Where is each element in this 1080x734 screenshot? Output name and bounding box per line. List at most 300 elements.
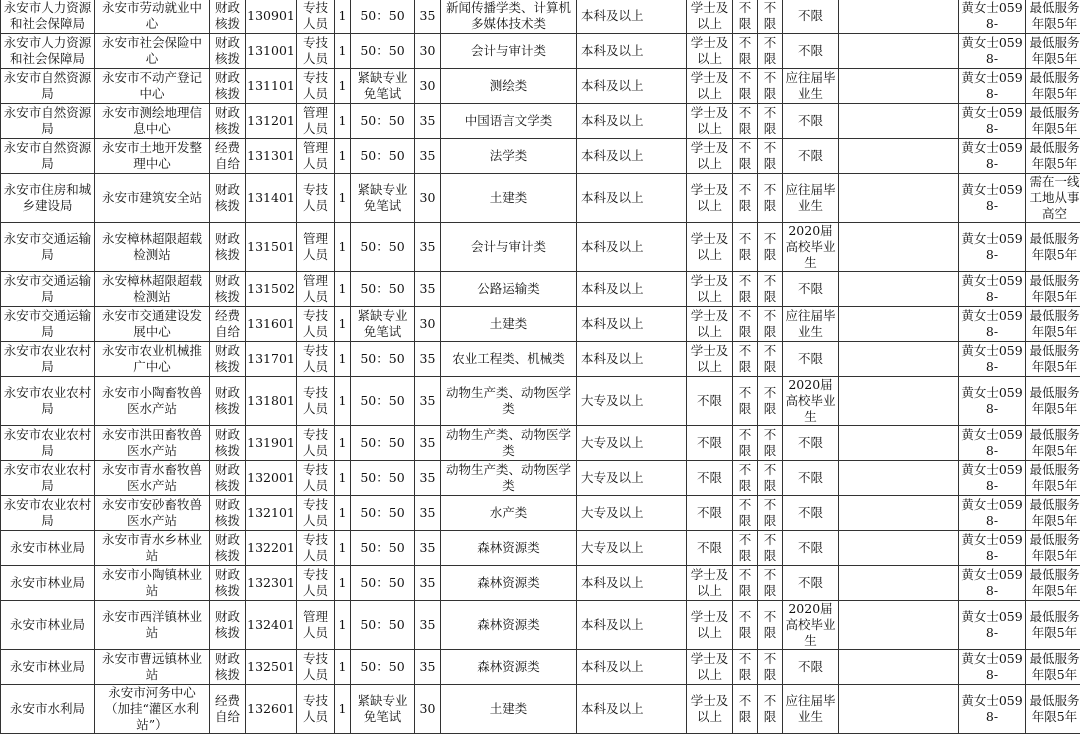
cell-text-c2: 不限	[764, 462, 777, 493]
cell-unit	[95, 0, 210, 34]
cell-text-degree: 学士及以上	[691, 609, 729, 640]
cell-text-funding: 财政核拨	[215, 35, 240, 66]
cell-text-c2: 不限	[764, 609, 777, 640]
cell-text-code: 131001	[247, 43, 295, 58]
cell-department	[1, 342, 95, 377]
cell-text-major: 土建类	[490, 316, 528, 331]
cell-text-contact: 黄女士0598-	[961, 427, 1022, 458]
cell-text-edu: 本科及以上	[581, 43, 644, 58]
cell-text-edu: 大专及以上	[581, 470, 644, 485]
cell-education	[577, 650, 687, 685]
cell-department	[1, 307, 95, 342]
cell-quota	[335, 69, 351, 104]
cell-text-note: 最低服务年限5年	[1029, 273, 1079, 304]
cell-text-c3: 不限	[798, 575, 823, 590]
cell-text-code: 131701	[247, 351, 295, 366]
cell-unit	[95, 650, 210, 685]
cell-position-type	[297, 69, 335, 104]
cell-other-requirements	[839, 104, 959, 139]
cell-candidate-type	[783, 650, 839, 685]
cell-degree	[687, 0, 733, 34]
cell-position-code	[246, 377, 297, 426]
cell-position-type	[297, 377, 335, 426]
cell-text-edu: 本科及以上	[581, 8, 644, 23]
cell-quota	[335, 685, 351, 734]
cell-text-major: 中国语言文学类	[465, 113, 553, 128]
cell-text-contact: 黄女士0598-	[961, 567, 1022, 598]
cell-quota	[335, 223, 351, 272]
cell-unit	[95, 531, 210, 566]
cell-age-limit	[415, 566, 441, 601]
cell-education	[577, 377, 687, 426]
table-row	[1, 104, 1080, 139]
cell-gender	[733, 496, 758, 531]
cell-text-degree: 学士及以上	[691, 182, 729, 213]
cell-position-code	[246, 650, 297, 685]
cell-major	[441, 34, 577, 69]
cell-text-note: 最低服务年限5年	[1029, 567, 1079, 598]
cell-department	[1, 650, 95, 685]
cell-other-requirements	[839, 174, 959, 223]
cell-text-degree: 不限	[697, 393, 722, 408]
cell-text-funding: 财政核拨	[215, 231, 240, 262]
cell-department	[1, 377, 95, 426]
cell-text-contact: 黄女士0598-	[961, 231, 1022, 262]
cell-text-major: 测绘类	[490, 78, 528, 93]
cell-text-type: 专技人员	[303, 343, 328, 374]
cell-candidate-type	[783, 272, 839, 307]
cell-text-funding: 财政核拨	[215, 567, 240, 598]
cell-text-ratio: 50：50	[360, 393, 404, 408]
cell-text-age: 35	[420, 575, 436, 590]
cell-funding	[210, 272, 246, 307]
cell-position-type	[297, 685, 335, 734]
cell-position-code	[246, 69, 297, 104]
table-row	[1, 34, 1080, 69]
cell-education	[577, 426, 687, 461]
cell-text-unit: 永安市小陶镇林业站	[102, 567, 202, 598]
cell-text-age: 35	[420, 393, 436, 408]
cell-department	[1, 496, 95, 531]
cell-text-c2: 不限	[764, 140, 777, 171]
cell-degree	[687, 601, 733, 650]
cell-text-edu: 本科及以上	[581, 148, 644, 163]
cell-contact	[959, 377, 1026, 426]
cell-exam-ratio	[351, 0, 415, 34]
table-row	[1, 69, 1080, 104]
cell-age-limit	[415, 461, 441, 496]
cell-text-note: 最低服务年限5年	[1029, 427, 1079, 458]
cell-household	[758, 566, 783, 601]
cell-household	[758, 377, 783, 426]
cell-candidate-type	[783, 566, 839, 601]
cell-exam-ratio	[351, 34, 415, 69]
cell-text-funding: 财政核拨	[215, 462, 240, 493]
cell-candidate-type	[783, 496, 839, 531]
cell-text-code: 132001	[247, 470, 295, 485]
cell-education	[577, 601, 687, 650]
cell-age-limit	[415, 342, 441, 377]
table-row	[1, 272, 1080, 307]
cell-text-degree: 学士及以上	[691, 140, 729, 171]
cell-candidate-type	[783, 601, 839, 650]
cell-text-funding: 财政核拨	[215, 651, 240, 682]
cell-major	[441, 531, 577, 566]
cell-exam-ratio	[351, 223, 415, 272]
cell-department	[1, 34, 95, 69]
cell-text-degree: 学士及以上	[691, 273, 729, 304]
cell-text-contact: 黄女士0598-	[961, 182, 1022, 213]
cell-major	[441, 104, 577, 139]
cell-other-requirements	[839, 426, 959, 461]
cell-candidate-type	[783, 174, 839, 223]
cell-text-c3: 不限	[798, 505, 823, 520]
cell-text-note: 最低服务年限5年	[1029, 497, 1079, 528]
cell-text-funding: 经费自给	[215, 693, 240, 724]
cell-text-c1: 不限	[739, 651, 752, 682]
cell-exam-ratio	[351, 566, 415, 601]
cell-position-code	[246, 566, 297, 601]
cell-text-c2: 不限	[764, 35, 777, 66]
cell-major	[441, 426, 577, 461]
cell-position-code	[246, 139, 297, 174]
cell-text-num: 1	[339, 659, 347, 674]
cell-contact	[959, 34, 1026, 69]
cell-text-major: 森林资源类	[477, 617, 540, 632]
cell-text-edu: 本科及以上	[581, 351, 644, 366]
cell-text-num: 1	[339, 8, 347, 23]
cell-text-degree: 学士及以上	[691, 308, 729, 339]
cell-text-age: 35	[420, 470, 436, 485]
cell-quota	[335, 307, 351, 342]
cell-funding	[210, 34, 246, 69]
cell-text-dept: 永安市农业农村局	[4, 427, 92, 458]
table-body	[1, 0, 1080, 734]
cell-text-c2: 不限	[764, 427, 777, 458]
cell-household	[758, 223, 783, 272]
cell-household	[758, 461, 783, 496]
cell-text-unit: 永安市洪田畜牧兽医水产站	[102, 427, 202, 458]
cell-major	[441, 69, 577, 104]
cell-text-edu: 大专及以上	[581, 505, 644, 520]
table-row	[1, 461, 1080, 496]
cell-text-c2: 不限	[764, 497, 777, 528]
cell-unit	[95, 496, 210, 531]
cell-text-unit: 永安市社会保险中心	[102, 35, 202, 66]
cell-major	[441, 0, 577, 34]
cell-education	[577, 461, 687, 496]
cell-candidate-type	[783, 223, 839, 272]
cell-education	[577, 531, 687, 566]
table-row	[1, 566, 1080, 601]
cell-text-type: 专技人员	[303, 385, 328, 416]
cell-text-major: 会计与审计类	[471, 239, 546, 254]
cell-gender	[733, 461, 758, 496]
cell-text-c3: 应往届毕业生	[785, 182, 835, 213]
cell-text-edu: 本科及以上	[581, 316, 644, 331]
cell-text-funding: 财政核拨	[215, 273, 240, 304]
cell-department	[1, 685, 95, 734]
cell-candidate-type	[783, 0, 839, 34]
cell-exam-ratio	[351, 650, 415, 685]
cell-gender	[733, 34, 758, 69]
cell-household	[758, 426, 783, 461]
cell-text-c3: 2020届高校毕业生	[785, 377, 835, 424]
cell-text-c1: 不限	[739, 273, 752, 304]
cell-household	[758, 496, 783, 531]
cell-text-dept: 永安市交通运输局	[4, 273, 92, 304]
cell-household	[758, 174, 783, 223]
cell-text-dept: 永安市农业农村局	[4, 497, 92, 528]
cell-funding	[210, 223, 246, 272]
cell-text-age: 30	[420, 190, 436, 205]
cell-department	[1, 223, 95, 272]
cell-text-dept: 永安市自然资源局	[4, 105, 92, 136]
cell-contact	[959, 69, 1026, 104]
cell-text-age: 35	[420, 435, 436, 450]
cell-gender	[733, 685, 758, 734]
cell-text-note: 最低服务年限5年	[1029, 651, 1079, 682]
table-row	[1, 307, 1080, 342]
cell-exam-ratio	[351, 104, 415, 139]
cell-text-ratio: 50：50	[360, 540, 404, 555]
cell-contact	[959, 0, 1026, 34]
cell-education	[577, 272, 687, 307]
cell-text-num: 1	[339, 113, 347, 128]
table-row	[1, 342, 1080, 377]
cell-exam-ratio	[351, 307, 415, 342]
cell-other-requirements	[839, 531, 959, 566]
table-row	[1, 139, 1080, 174]
cell-candidate-type	[783, 69, 839, 104]
cell-text-edu: 大专及以上	[581, 540, 644, 555]
cell-quota	[335, 531, 351, 566]
cell-text-c1: 不限	[739, 343, 752, 374]
cell-position-code	[246, 461, 297, 496]
cell-text-dept: 永安市农业农村局	[4, 343, 92, 374]
table-row	[1, 496, 1080, 531]
cell-text-unit: 永安市建筑安全站	[102, 190, 202, 205]
cell-age-limit	[415, 223, 441, 272]
cell-text-funding: 财政核拨	[215, 532, 240, 563]
cell-position-code	[246, 496, 297, 531]
cell-text-type: 专技人员	[303, 182, 328, 213]
cell-major	[441, 272, 577, 307]
cell-text-age: 35	[420, 281, 436, 296]
cell-age-limit	[415, 272, 441, 307]
cell-text-c1: 不限	[739, 308, 752, 339]
cell-text-num: 1	[339, 540, 347, 555]
cell-text-ratio: 紧缺专业免笔试	[357, 693, 407, 724]
cell-gender	[733, 0, 758, 34]
cell-text-c1: 不限	[739, 70, 752, 101]
cell-gender	[733, 272, 758, 307]
cell-text-funding: 财政核拨	[215, 609, 240, 640]
cell-text-unit: 永安市土地开发整理中心	[102, 140, 202, 171]
cell-position-code	[246, 307, 297, 342]
cell-exam-ratio	[351, 69, 415, 104]
cell-text-unit: 永安市西洋镇林业站	[102, 609, 202, 640]
cell-funding	[210, 104, 246, 139]
cell-text-num: 1	[339, 701, 347, 716]
cell-major	[441, 601, 577, 650]
cell-text-type: 管理人员	[303, 140, 328, 171]
cell-text-ratio: 50：50	[360, 8, 404, 23]
cell-degree	[687, 69, 733, 104]
cell-household	[758, 531, 783, 566]
cell-major	[441, 307, 577, 342]
cell-quota	[335, 139, 351, 174]
cell-text-c3: 应往届毕业生	[785, 308, 835, 339]
cell-text-degree: 学士及以上	[691, 231, 729, 262]
cell-exam-ratio	[351, 377, 415, 426]
cell-text-c3: 应往届毕业生	[785, 693, 835, 724]
cell-funding	[210, 531, 246, 566]
cell-text-funding: 财政核拨	[215, 427, 240, 458]
cell-text-age: 35	[420, 540, 436, 555]
cell-candidate-type	[783, 307, 839, 342]
cell-quota	[335, 272, 351, 307]
cell-remarks	[1026, 685, 1080, 734]
cell-text-type: 管理人员	[303, 609, 328, 640]
cell-text-code: 132201	[247, 540, 295, 555]
cell-position-type	[297, 104, 335, 139]
cell-text-contact: 黄女士0598-	[961, 273, 1022, 304]
cell-text-type: 管理人员	[303, 231, 328, 262]
cell-text-c3: 2020届高校毕业生	[785, 601, 835, 648]
cell-text-note: 最低服务年限5年	[1029, 70, 1079, 101]
table-row	[1, 377, 1080, 426]
cell-text-edu: 本科及以上	[581, 659, 644, 674]
cell-contact	[959, 307, 1026, 342]
cell-text-c3: 不限	[798, 351, 823, 366]
cell-text-age: 35	[420, 148, 436, 163]
cell-text-c2: 不限	[764, 651, 777, 682]
cell-quota	[335, 426, 351, 461]
cell-other-requirements	[839, 272, 959, 307]
cell-text-funding: 财政核拨	[215, 0, 240, 31]
cell-text-contact: 黄女士0598-	[961, 497, 1022, 528]
cell-text-c3: 不限	[798, 435, 823, 450]
cell-education	[577, 223, 687, 272]
cell-text-note: 最低服务年限5年	[1029, 105, 1079, 136]
cell-text-major: 森林资源类	[477, 659, 540, 674]
cell-remarks	[1026, 223, 1080, 272]
cell-text-major: 公路运输类	[477, 281, 540, 296]
cell-department	[1, 69, 95, 104]
cell-text-major: 新闻传播学类、计算机多媒体技术类	[446, 0, 571, 31]
cell-text-dept: 永安市交通运输局	[4, 231, 92, 262]
cell-degree	[687, 685, 733, 734]
cell-text-code: 131502	[247, 281, 295, 296]
cell-position-type	[297, 601, 335, 650]
cell-text-contact: 黄女士0598-	[961, 609, 1022, 640]
cell-remarks	[1026, 342, 1080, 377]
cell-remarks	[1026, 496, 1080, 531]
cell-text-c1: 不限	[739, 693, 752, 724]
cell-text-ratio: 紧缺专业免笔试	[357, 70, 407, 101]
cell-text-type: 管理人员	[303, 273, 328, 304]
cell-position-code	[246, 34, 297, 69]
cell-unit	[95, 69, 210, 104]
cell-major	[441, 566, 577, 601]
cell-text-type: 专技人员	[303, 567, 328, 598]
cell-contact	[959, 223, 1026, 272]
cell-unit	[95, 272, 210, 307]
cell-text-num: 1	[339, 435, 347, 450]
cell-contact	[959, 272, 1026, 307]
cell-text-type: 专技人员	[303, 651, 328, 682]
cell-text-c3: 不限	[798, 113, 823, 128]
cell-text-dept: 永安市水利局	[10, 701, 85, 716]
cell-text-age: 35	[420, 113, 436, 128]
cell-remarks	[1026, 426, 1080, 461]
cell-text-ratio: 50：50	[360, 281, 404, 296]
cell-position-code	[246, 531, 297, 566]
cell-text-type: 专技人员	[303, 532, 328, 563]
cell-text-unit: 永安市青水乡林业站	[102, 532, 202, 563]
cell-position-type	[297, 566, 335, 601]
cell-text-c1: 不限	[739, 567, 752, 598]
cell-other-requirements	[839, 601, 959, 650]
cell-text-num: 1	[339, 78, 347, 93]
cell-quota	[335, 461, 351, 496]
cell-contact	[959, 461, 1026, 496]
cell-text-degree: 学士及以上	[691, 567, 729, 598]
cell-remarks	[1026, 69, 1080, 104]
table-row	[1, 426, 1080, 461]
table-row	[1, 685, 1080, 734]
cell-age-limit	[415, 650, 441, 685]
cell-other-requirements	[839, 461, 959, 496]
cell-degree	[687, 104, 733, 139]
cell-text-c2: 不限	[764, 308, 777, 339]
cell-position-type	[297, 342, 335, 377]
cell-remarks	[1026, 461, 1080, 496]
cell-department	[1, 426, 95, 461]
cell-unit	[95, 174, 210, 223]
cell-position-code	[246, 272, 297, 307]
cell-age-limit	[415, 685, 441, 734]
cell-text-degree: 学士及以上	[691, 693, 729, 724]
cell-degree	[687, 272, 733, 307]
cell-text-ratio: 50：50	[360, 617, 404, 632]
cell-remarks	[1026, 104, 1080, 139]
cell-education	[577, 139, 687, 174]
cell-text-num: 1	[339, 190, 347, 205]
cell-degree	[687, 531, 733, 566]
cell-text-funding: 财政核拨	[215, 343, 240, 374]
cell-position-type	[297, 307, 335, 342]
cell-funding	[210, 601, 246, 650]
cell-quota	[335, 601, 351, 650]
cell-gender	[733, 377, 758, 426]
cell-department	[1, 0, 95, 34]
cell-funding	[210, 650, 246, 685]
cell-remarks	[1026, 174, 1080, 223]
cell-degree	[687, 377, 733, 426]
cell-text-major: 农业工程类、机械类	[452, 351, 565, 366]
cell-text-dept: 永安市自然资源局	[4, 70, 92, 101]
cell-text-edu: 本科及以上	[581, 281, 644, 296]
cell-household	[758, 307, 783, 342]
cell-text-funding: 财政核拨	[215, 70, 240, 101]
cell-text-code: 131101	[247, 78, 295, 93]
cell-position-type	[297, 223, 335, 272]
cell-contact	[959, 601, 1026, 650]
cell-text-type: 专技人员	[303, 35, 328, 66]
cell-text-c1: 不限	[739, 0, 752, 31]
